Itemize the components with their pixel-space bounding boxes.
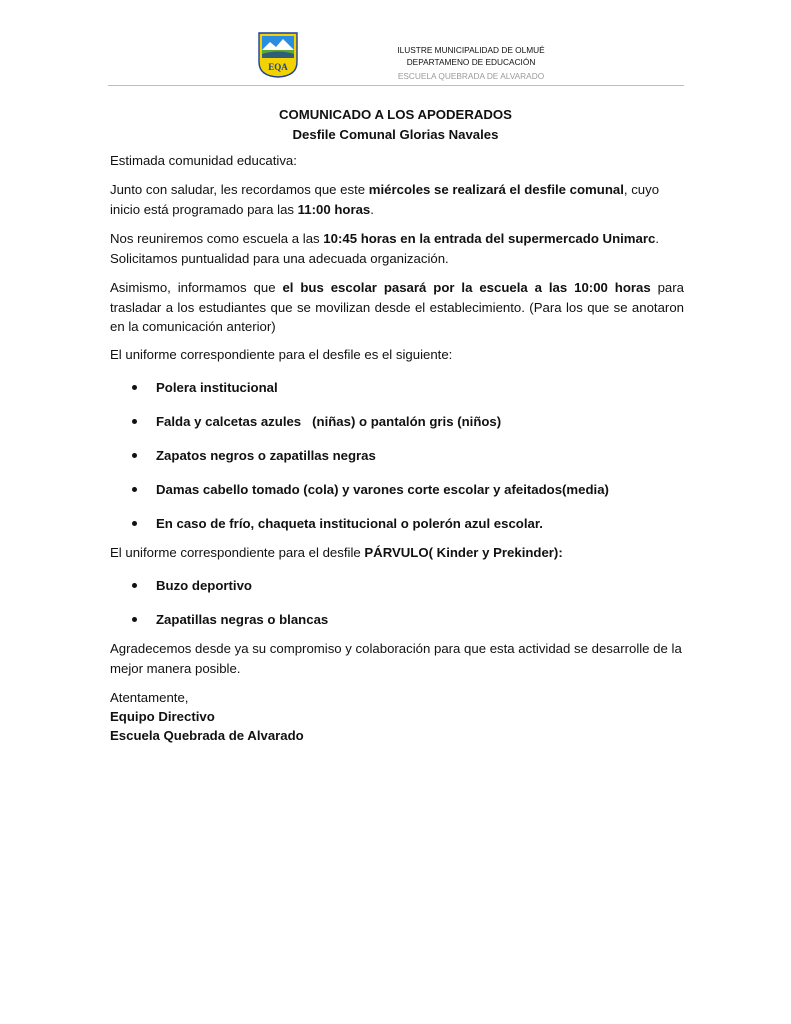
paragraph-thanks: Agradecemos desde ya su compromiso y colaboración para que esta actividad se desarrolle de la mejor manera posible. bbox=[110, 641, 682, 676]
bullet-icon bbox=[132, 385, 137, 390]
text-run-bold: el bus escolar pasará por la escuela a las 10:00 horas bbox=[282, 280, 651, 295]
text-run-bold: 10:45 horas en la entrada del supermercado Unimarc bbox=[323, 231, 656, 246]
logo-text: EQA bbox=[268, 62, 288, 72]
paragraph-meeting bbox=[110, 229, 684, 268]
document-title: COMUNICADO A LOS APODERADOS bbox=[279, 107, 512, 122]
bullet-icon bbox=[132, 419, 137, 424]
text-run: . bbox=[370, 201, 374, 217]
text-run: Nos reuniremos como escuela a las bbox=[110, 231, 324, 246]
text-run-bold: 11:00 horas bbox=[297, 201, 371, 217]
closing-salutation: Atentamente, bbox=[110, 690, 189, 705]
list-item-text: Polera institucional bbox=[156, 380, 278, 395]
bullet-icon bbox=[132, 487, 137, 492]
bullet-icon bbox=[132, 617, 137, 622]
bullet-icon bbox=[132, 583, 137, 588]
header-school: ESCUELA QUEBRADA DE ALVARADO bbox=[397, 71, 545, 81]
text-run: , cuyo inicio está programado para las bbox=[110, 182, 660, 217]
header-municipality: ILUSTRE MUNICIPALIDAD DE OLMUÉ bbox=[397, 45, 545, 55]
list-item-text: Buzo deportivo bbox=[156, 578, 252, 593]
bullet-icon bbox=[132, 521, 137, 526]
paragraph-bus bbox=[110, 278, 684, 337]
paragraph-parvulo-intro bbox=[110, 543, 684, 563]
greeting: Estimada comunidad educativa: bbox=[110, 153, 297, 168]
list-item-text: Damas cabello tomado (cola) y varones corte escolar y afeitados(media) bbox=[156, 482, 609, 497]
list-item-text: Falda y calcetas azules (niñas) o pantalón gris (niños) bbox=[156, 414, 502, 429]
bullet-icon bbox=[132, 453, 137, 458]
header-department: DEPARTAMENO DE EDUCACIÓN bbox=[406, 57, 536, 67]
closing-school: Escuela Quebrada de Alvarado bbox=[110, 728, 304, 743]
closing-team: Equipo Directivo bbox=[110, 709, 215, 724]
text-run-bold: miércoles se realizará el desfile comunal bbox=[368, 182, 624, 197]
paragraph-uniform-intro: El uniforme correspondiente para el desfile es el siguiente: bbox=[110, 347, 453, 362]
text-run: Asimismo, informamos que bbox=[110, 280, 283, 295]
document-subtitle: Desfile Comunal Glorias Navales bbox=[292, 127, 499, 142]
text-run: El uniforme correspondiente para el desfile bbox=[110, 545, 365, 560]
text-run: . Solicitamos puntualidad para una adecuada organización. bbox=[110, 231, 659, 266]
text-run: Junto con saludar, les recordamos que este bbox=[110, 182, 369, 197]
paragraph-intro bbox=[110, 180, 684, 219]
text-run-bold: PÁRVULO( Kinder y Prekinder): bbox=[364, 545, 563, 560]
header-divider bbox=[108, 85, 684, 86]
list-item-text: En caso de frío, chaqueta institucional o polerón azul escolar. bbox=[156, 516, 543, 531]
list-item-text: Zapatos negros o zapatillas negras bbox=[156, 448, 376, 463]
list-item-text: Zapatillas negras o blancas bbox=[156, 612, 329, 627]
text-run: para trasladar a los estudiantes que se movilizan desde el establecimiento. (Para los que se anotaron en la comunicación anterior) bbox=[110, 280, 684, 334]
